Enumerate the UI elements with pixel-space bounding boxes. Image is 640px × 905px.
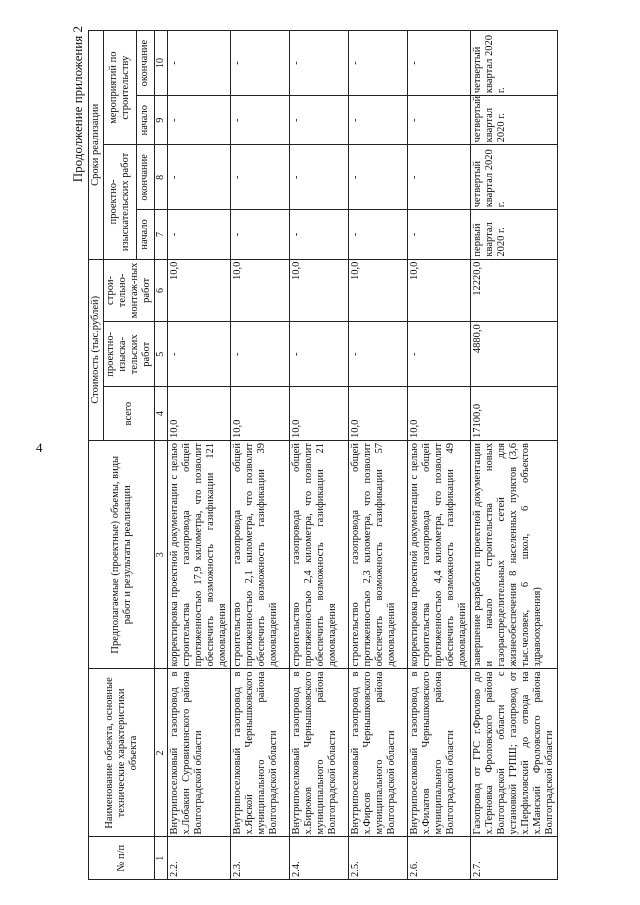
table-row <box>408 31 471 880</box>
design-end: - <box>231 145 290 210</box>
cost-build: 10,0 <box>231 259 290 322</box>
build-start: - <box>349 96 408 145</box>
build-end: - <box>231 31 290 96</box>
design-end: - <box>290 145 349 210</box>
design-end: - <box>349 145 408 210</box>
design-end: - <box>168 145 231 210</box>
design-end: - <box>408 145 471 210</box>
build-start: - <box>408 96 471 145</box>
col-number: 10 <box>155 31 168 96</box>
build-end: - <box>290 31 349 96</box>
cost-total: 10,0 <box>349 387 408 441</box>
row-number: 2.4. <box>290 837 349 880</box>
header-cost: Стоимость (тыс.рублей) <box>89 259 104 440</box>
cost-total: 10,0 <box>231 387 290 441</box>
table-row <box>168 31 231 880</box>
col-number: 4 <box>155 387 168 441</box>
col-number: 1 <box>155 837 168 880</box>
cost-design: - <box>408 322 471 387</box>
scope-description: корректировка проектной документации с целью строительства газопровода общей протяженностью 4,4 километра, что позволит обеспечить возможность газификации 49 домовладений <box>408 441 471 669</box>
row-number: 2.5. <box>349 837 408 880</box>
object-name: Внутрипоселковый газопровод в х.Филатов Чернышковского муниципального района Волгоградской области <box>408 669 471 837</box>
design-start: - <box>408 210 471 259</box>
design-start: первый квартал 2020 г. <box>471 210 558 259</box>
col-number: 9 <box>155 96 168 145</box>
build-end: четвертый квартал 2020 г. <box>471 31 558 96</box>
object-name: Внутрипоселковый газопровод в х.Ярской Чернышковского муниципального района Волгоградской области <box>231 669 290 837</box>
cost-design: 4880,0 <box>471 322 558 387</box>
header-design-end: окончание <box>136 145 154 210</box>
col-number: 3 <box>155 441 168 669</box>
build-start: - <box>168 96 231 145</box>
cost-build: 12220,0 <box>471 259 558 322</box>
header-terms-design: проектно-изыскательских работ <box>104 145 137 259</box>
object-name: Газопровод от ГРС г.Фролово до х.Терновка Фроловского района Волгоградской области с установкой ГРПШ; газопровод от х.Перфиловский до отвода на х.Манский Фроловского района Волгоградской области <box>471 669 558 837</box>
continuation-label: Продолжение приложения 2 <box>70 26 85 183</box>
header-scope: Предполагаемые (проектные) объемы, виды работ и результаты реализации <box>89 441 155 669</box>
cost-total: 17100,0 <box>471 387 558 441</box>
col-number: 2 <box>155 669 168 837</box>
design-start: - <box>168 210 231 259</box>
build-start: четвертый квартал 2020 г. <box>471 96 558 145</box>
col-number: 5 <box>155 322 168 387</box>
row-number: 2.6. <box>408 837 471 880</box>
header-name: Наименование объекта, основные технические характеристики объекта <box>89 669 155 837</box>
scope-description: завершение разработки проектной документации и начало строительства новых газораспределительных сетей для жизнеобеспечения 8 населенных пунктов (3,6 тыс.человек, 6 школ, 6 объектов здравоохранения) <box>471 441 558 669</box>
col-number: 8 <box>155 145 168 210</box>
object-name: Внутрипоселковый газопровод в х.Фирсов Чернышковского муниципального района Волгоградской области <box>349 669 408 837</box>
header-build-start: начало <box>136 96 154 145</box>
col-number: 6 <box>155 259 168 322</box>
design-start: - <box>290 210 349 259</box>
page-number: 4 <box>36 440 43 455</box>
table-row <box>231 31 290 880</box>
build-end: - <box>168 31 231 96</box>
row-number: 2.2. <box>168 837 231 880</box>
cost-design: - <box>290 322 349 387</box>
rotated-page-content <box>70 20 590 880</box>
cost-total: 10,0 <box>408 387 471 441</box>
row-number: 2.3. <box>231 837 290 880</box>
scope-description: строительство газопровода общей протяженностью 2,4 километра, что позволит обеспечить возможность газификации 21 домовладения <box>290 441 349 669</box>
table-row <box>290 31 349 880</box>
build-end: - <box>408 31 471 96</box>
col-number: 7 <box>155 210 168 259</box>
row-number: 2.7. <box>471 837 558 880</box>
table-row <box>471 31 558 880</box>
design-start: - <box>349 210 408 259</box>
header-cost-design: проектно-изыска-тельских работ <box>104 322 155 387</box>
cost-build: 10,0 <box>290 259 349 322</box>
build-start: - <box>290 96 349 145</box>
scope-description: строительство газопровода общей протяженностью 2,3 километра, что позволит обеспечить возможность газификации 57 домовладений <box>349 441 408 669</box>
projects-table <box>88 30 558 880</box>
design-start: - <box>231 210 290 259</box>
cost-design: - <box>231 322 290 387</box>
design-end: четвертый квартал 2020 г. <box>471 145 558 210</box>
cost-design: - <box>168 322 231 387</box>
table-row <box>349 31 408 880</box>
cost-total: 10,0 <box>290 387 349 441</box>
cost-build: 10,0 <box>168 259 231 322</box>
scope-description: корректировка проектной документации с целью строительства газопровода общей протяженностью 17,9 километра, что позволит обеспечить возможность газификации 121 домовладения <box>168 441 231 669</box>
cost-total: 10,0 <box>168 387 231 441</box>
cost-build: 10,0 <box>408 259 471 322</box>
header-terms: Сроки реализации <box>89 31 104 260</box>
header-terms-build: мероприятий по строительству <box>104 31 137 145</box>
build-end: - <box>349 31 408 96</box>
scope-description: строительство газопровода общей протяженностью 2,1 километра, что позволит обеспечить возможность газификации 39 домовладений <box>231 441 290 669</box>
object-name: Внутрипоселковый газопровод в х.Бирюков Чернышковского муниципального района Волгоградской области <box>290 669 349 837</box>
cost-build: 10,0 <box>349 259 408 322</box>
header-cost-total: всего <box>104 387 155 441</box>
header-build-end: окончание <box>136 31 154 96</box>
object-name: Внутрипоселковый газопровод в х.Лобакин Суровикинского района Волгоградской области <box>168 669 231 837</box>
build-start: - <box>231 96 290 145</box>
header-design-start: начало <box>136 210 154 259</box>
header-cost-build: строи-тельно-монтаж-ных работ <box>104 259 155 322</box>
cost-design: - <box>349 322 408 387</box>
header-no: № п/п <box>89 837 155 880</box>
